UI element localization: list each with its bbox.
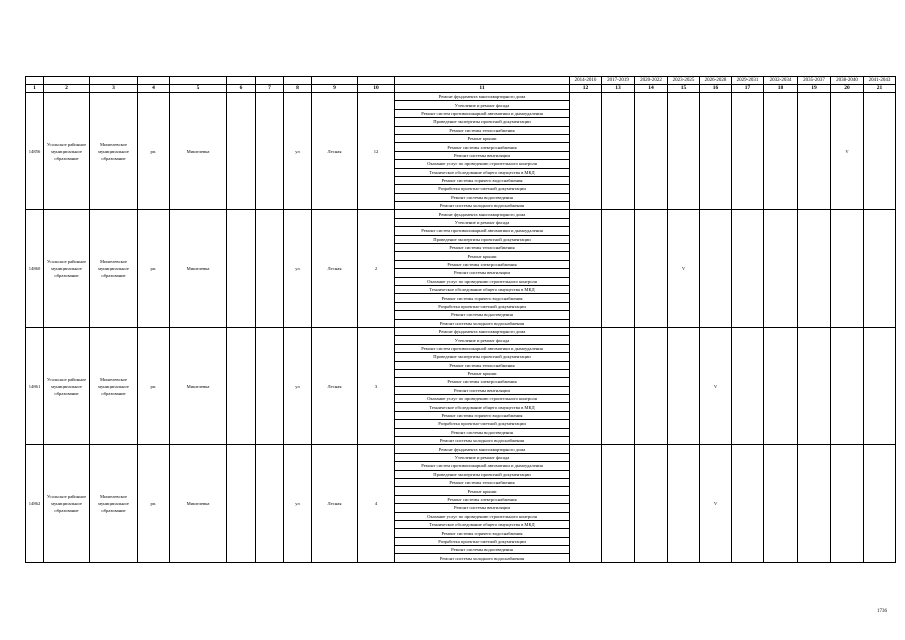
- column-number-header: 15: [668, 85, 700, 93]
- period-cell: [668, 327, 700, 444]
- work-type-cell: Ремонт системы водоотведения: [395, 546, 570, 554]
- empty-cell: [256, 327, 284, 444]
- column-number-header: 21: [864, 85, 896, 93]
- work-type-cell: Ремонт системы теплоснабжения: [395, 244, 570, 252]
- work-type-cell: Ремонт системы теплоснабжения: [395, 478, 570, 486]
- column-number-header: 10: [358, 85, 395, 93]
- work-type-cell: Утепление и ремонт фасада: [395, 218, 570, 226]
- empty-cell: [227, 210, 256, 327]
- locality-type: рп.: [138, 93, 170, 210]
- column-number-header: 14: [635, 85, 668, 93]
- header-blank-cell: [284, 77, 312, 85]
- period-cell: [732, 210, 764, 327]
- period-cell: [764, 210, 798, 327]
- locality-name: Мишелевка: [170, 210, 227, 327]
- period-cell: [635, 445, 668, 562]
- work-type-cell: Ремонт системы вентиляции: [395, 151, 570, 159]
- street-type: ул: [284, 210, 312, 327]
- empty-cell: [227, 445, 256, 562]
- period-cell: [570, 93, 602, 210]
- year-period-header: 2041-2043: [864, 77, 896, 85]
- work-type-cell: Ремонт системы холодного водоснабжения: [395, 202, 570, 210]
- period-cell: [668, 93, 700, 210]
- empty-cell: [256, 93, 284, 210]
- table-row: [26, 210, 896, 218]
- year-period-header: 2038-2040: [831, 77, 864, 85]
- column-number-header: 5: [170, 85, 227, 93]
- work-type-cell: Ремонт системы горячего водоснабжения: [395, 529, 570, 537]
- record-id: 14862: [26, 445, 44, 562]
- work-type-cell: Ремонт системы теплоснабжения: [395, 361, 570, 369]
- work-type-cell: Ремонт системы водоотведения: [395, 428, 570, 436]
- settlement-name: Мишелевское муниципальное образование: [90, 445, 138, 562]
- work-type-cell: Ремонт системы электроснабжения: [395, 260, 570, 268]
- work-type-cell: Техническое обследование общего имущества в МКД: [395, 403, 570, 411]
- column-number-header: 16: [700, 85, 732, 93]
- work-type-cell: Проведение экспертизы проектной документации: [395, 235, 570, 243]
- period-mark: V: [831, 93, 864, 210]
- street-name: Лесная: [312, 445, 358, 562]
- period-cell: [602, 445, 635, 562]
- column-number-header: 18: [764, 85, 798, 93]
- period-cell: [602, 93, 635, 210]
- district-name: Усольское районное муниципальное образование: [44, 327, 90, 444]
- period-cell: [764, 445, 798, 562]
- work-type-cell: Оказание услуг по проведению строительного контроля: [395, 395, 570, 403]
- work-type-cell: Оказание услуг по проведению строительного контроля: [395, 277, 570, 285]
- period-cell: [732, 93, 764, 210]
- year-period-header: 2023-2025: [668, 77, 700, 85]
- work-type-cell: Проведение экспертизы проектной документации: [395, 118, 570, 126]
- street-type: ул: [284, 445, 312, 562]
- work-type-cell: Ремонт системы горячего водоснабжения: [395, 176, 570, 184]
- work-type-cell: Оказание услуг по проведению строительного контроля: [395, 160, 570, 168]
- period-cell: [831, 327, 864, 444]
- header-blank-cell: [90, 77, 138, 85]
- header-blank-cell: [395, 77, 570, 85]
- period-cell: [570, 210, 602, 327]
- register-table: [25, 76, 896, 563]
- period-cell: [635, 93, 668, 210]
- work-type-cell: Разработка проектно-сметной документации: [395, 302, 570, 310]
- empty-cell: [256, 210, 284, 327]
- column-number-header: 4: [138, 85, 170, 93]
- work-type-cell: Техническое обследование общего имущества в МКД: [395, 520, 570, 528]
- work-type-cell: Утепление и ремонт фасада: [395, 336, 570, 344]
- period-cell: [764, 327, 798, 444]
- work-type-cell: Ремонт системы электроснабжения: [395, 378, 570, 386]
- column-number-header: 11: [395, 85, 570, 93]
- work-type-cell: Ремонт системы холодного водоснабжения: [395, 437, 570, 445]
- house-number: 3: [358, 327, 395, 444]
- house-number: 4: [358, 445, 395, 562]
- period-cell: [732, 445, 764, 562]
- period-cell: [864, 210, 896, 327]
- work-type-cell: Разработка проектно-сметной документации: [395, 537, 570, 545]
- house-number: 12: [358, 93, 395, 210]
- column-number-header: 7: [256, 85, 284, 93]
- period-cell: [831, 210, 864, 327]
- header-blank-cell: [170, 77, 227, 85]
- work-type-cell: Ремонт системы водоотведения: [395, 193, 570, 201]
- work-type-cell: Ремонт систем противопожарной автоматики и дымоудаления: [395, 227, 570, 235]
- locality-type: рп.: [138, 327, 170, 444]
- period-cell: [798, 93, 831, 210]
- empty-cell: [227, 93, 256, 210]
- period-cell: [602, 210, 635, 327]
- work-type-cell: Ремонт системы электроснабжения: [395, 143, 570, 151]
- work-type-cell: Ремонт фундамента многоквартирного дома: [395, 327, 570, 335]
- district-name: Усольское районное муниципальное образование: [44, 445, 90, 562]
- column-number-header: 1: [26, 85, 44, 93]
- work-type-cell: Ремонт фундамента многоквартирного дома: [395, 445, 570, 453]
- period-cell: [635, 210, 668, 327]
- period-cell: [864, 445, 896, 562]
- header-blank-cell: [26, 77, 44, 85]
- period-mark: V: [700, 445, 732, 562]
- work-type-cell: Ремонт крыши: [395, 369, 570, 377]
- work-type-cell: Ремонт систем противопожарной автоматики и дымоудаления: [395, 462, 570, 470]
- period-cell: [864, 93, 896, 210]
- empty-cell: [256, 445, 284, 562]
- column-number-header: 3: [90, 85, 138, 93]
- work-type-cell: Утепление и ремонт фасада: [395, 453, 570, 461]
- work-type-cell: Ремонт крыши: [395, 252, 570, 260]
- page-number: 1736: [877, 609, 887, 614]
- work-type-cell: Ремонт системы горячего водоснабжения: [395, 411, 570, 419]
- work-type-cell: Ремонт системы холодного водоснабжения: [395, 554, 570, 562]
- column-number-header: 20: [831, 85, 864, 93]
- period-cell: [700, 210, 732, 327]
- period-cell: [668, 445, 700, 562]
- column-number-header: 19: [798, 85, 831, 93]
- street-type: ул: [284, 93, 312, 210]
- column-number-header: 12: [570, 85, 602, 93]
- table-row: [26, 445, 896, 453]
- locality-name: Мишелевка: [170, 445, 227, 562]
- work-type-cell: Ремонт фундамента многоквартирного дома: [395, 210, 570, 218]
- work-type-cell: Ремонт системы холодного водоснабжения: [395, 319, 570, 327]
- year-period-header: 2035-2037: [798, 77, 831, 85]
- table-row: [26, 327, 896, 335]
- year-period-header: 2017-2019: [602, 77, 635, 85]
- period-cell: [831, 445, 864, 562]
- work-type-cell: Техническое обследование общего имущества в МКД: [395, 285, 570, 293]
- period-mark: V: [700, 327, 732, 444]
- period-cell: [570, 327, 602, 444]
- year-period-header: 2020-2022: [635, 77, 668, 85]
- header-blank-cell: [358, 77, 395, 85]
- street-name: Лесная: [312, 327, 358, 444]
- work-type-cell: Ремонт системы водоотведения: [395, 311, 570, 319]
- work-type-cell: Разработка проектно-сметной документации: [395, 185, 570, 193]
- work-type-cell: Ремонт систем противопожарной автоматики и дымоудаления: [395, 344, 570, 352]
- record-id: 14860: [26, 210, 44, 327]
- period-cell: [700, 93, 732, 210]
- column-numbers-row: [26, 85, 896, 93]
- district-name: Усольское районное муниципальное образование: [44, 93, 90, 210]
- work-type-cell: Техническое обследование общего имущества в МКД: [395, 168, 570, 176]
- street-name: Лесная: [312, 93, 358, 210]
- year-period-header: 2029-2031: [732, 77, 764, 85]
- period-cell: [798, 210, 831, 327]
- column-number-header: 6: [227, 85, 256, 93]
- record-id: 14861: [26, 327, 44, 444]
- settlement-name: Мишелевское муниципальное образование: [90, 210, 138, 327]
- header-blank-cell: [312, 77, 358, 85]
- year-period-header: 2014-2016: [570, 77, 602, 85]
- street-name: Лесная: [312, 210, 358, 327]
- work-type-cell: Ремонт системы горячего водоснабжения: [395, 294, 570, 302]
- locality-name: Мишелевка: [170, 327, 227, 444]
- period-cell: [732, 327, 764, 444]
- period-cell: [764, 93, 798, 210]
- header-blank-cell: [227, 77, 256, 85]
- locality-type: рп.: [138, 445, 170, 562]
- period-cell: [602, 327, 635, 444]
- settlement-name: Мишелевское муниципальное образование: [90, 93, 138, 210]
- work-type-cell: Ремонт системы вентиляции: [395, 504, 570, 512]
- district-name: Усольское районное муниципальное образование: [44, 210, 90, 327]
- work-type-cell: Ремонт крыши: [395, 134, 570, 142]
- work-type-cell: Оказание услуг по проведению строительного контроля: [395, 512, 570, 520]
- header-blank-cell: [138, 77, 170, 85]
- work-type-cell: Ремонт систем противопожарной автоматики и дымоудаления: [395, 109, 570, 117]
- period-mark: V: [668, 210, 700, 327]
- column-number-header: 13: [602, 85, 635, 93]
- locality-name: Мишелевка: [170, 93, 227, 210]
- work-type-cell: Проведение экспертизы проектной документации: [395, 353, 570, 361]
- table-row: [26, 93, 896, 101]
- record-id: 14856: [26, 93, 44, 210]
- period-cell: [798, 445, 831, 562]
- work-type-cell: Разработка проектно-сметной документации: [395, 420, 570, 428]
- column-number-header: 17: [732, 85, 764, 93]
- street-type: ул: [284, 327, 312, 444]
- year-period-header: 2026-2028: [700, 77, 732, 85]
- year-period-header: 2032-2034: [764, 77, 798, 85]
- work-type-cell: Утепление и ремонт фасада: [395, 101, 570, 109]
- column-number-header: 8: [284, 85, 312, 93]
- work-type-cell: Ремонт системы вентиляции: [395, 269, 570, 277]
- settlement-name: Мишелевское муниципальное образование: [90, 327, 138, 444]
- header-blank-cell: [44, 77, 90, 85]
- period-cell: [864, 327, 896, 444]
- work-type-cell: Ремонт фундамента многоквартирного дома: [395, 93, 570, 101]
- house-number: 2: [358, 210, 395, 327]
- years-header-row: [26, 77, 896, 85]
- work-type-cell: Ремонт системы вентиляции: [395, 386, 570, 394]
- column-number-header: 2: [44, 85, 90, 93]
- header-blank-cell: [256, 77, 284, 85]
- work-type-cell: Проведение экспертизы проектной документации: [395, 470, 570, 478]
- period-cell: [798, 327, 831, 444]
- locality-type: рп.: [138, 210, 170, 327]
- period-cell: [635, 327, 668, 444]
- work-type-cell: Ремонт крыши: [395, 487, 570, 495]
- work-type-cell: Ремонт системы теплоснабжения: [395, 126, 570, 134]
- column-number-header: 9: [312, 85, 358, 93]
- period-cell: [570, 445, 602, 562]
- work-type-cell: Ремонт системы электроснабжения: [395, 495, 570, 503]
- empty-cell: [227, 327, 256, 444]
- table-body: [26, 77, 896, 563]
